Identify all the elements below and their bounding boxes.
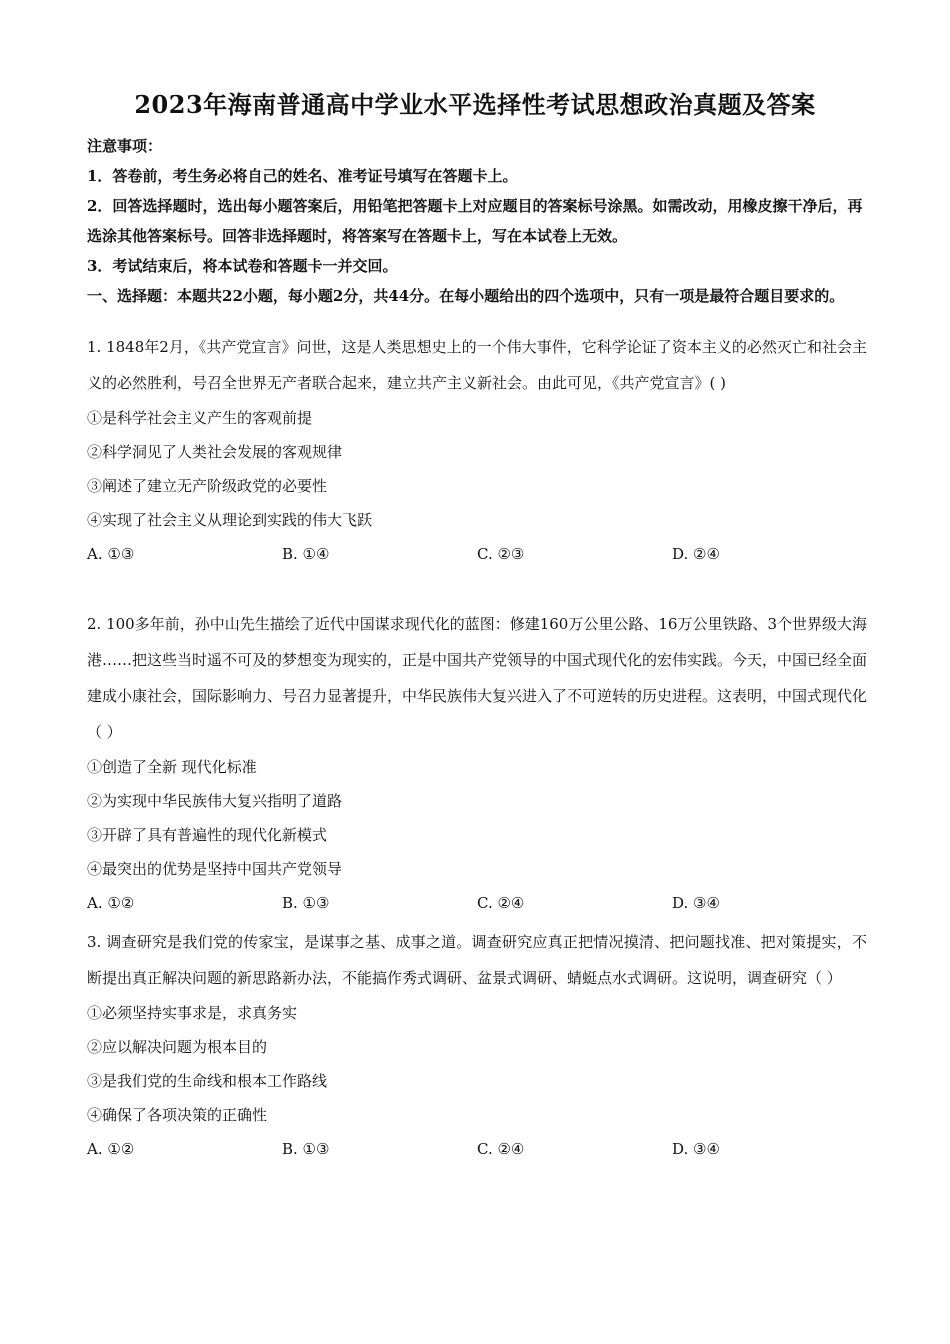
question-stem: 2. 100多年前，孙中山先生描绘了近代中国谋求现代化的蓝图：修建160万公里公路、16万公里铁路、3个世界级大海港……把这些当时遥不可及的梦想变为现实的，正是中国共产党领导的中国式现代化的宏伟实践。今天，中国已经全面建成小康社会，国际影响力、号召力显著提升，中华民族伟大复兴进入了不可逆转的历史进程。这表明，中国式现代化（ ） xyxy=(87,615,868,741)
statement-1: ①是科学社会主义产生的客观前提 xyxy=(87,409,313,427)
notes-section xyxy=(87,131,867,311)
question-stem: 1. 1848年2月，《共产党宣言》问世，这是人类思想史上的一个伟大事件，它科学论证了资本主义的必然灭亡和社会主义的必然胜利，号召全世界无产者联合起来，建立共产主义新社会。由此可见，《共产党宣言》( ) xyxy=(87,338,867,392)
statement-2: ②应以解决问题为根本目的 xyxy=(87,1038,268,1056)
option-d: D. ②④ xyxy=(672,545,720,563)
statement-3: ③是我们党的生命线和根本工作路线 xyxy=(87,1072,328,1090)
answer-options xyxy=(87,1132,867,1166)
statement-1: ①创造了全新 现代化标准 xyxy=(87,758,257,776)
option-d: D. ③④ xyxy=(672,1140,720,1158)
option-a: A. ①② xyxy=(87,1140,135,1158)
option-a: A. ①③ xyxy=(87,545,135,563)
statement-4: ④确保了各项决策的正确性 xyxy=(87,1106,268,1124)
option-d: D. ③④ xyxy=(672,894,720,912)
statement-2: ②为实现中华民族伟大复兴指明了道路 xyxy=(87,792,343,810)
option-c: C. ②③ xyxy=(477,545,525,563)
option-b: B. ①④ xyxy=(282,545,330,563)
answer-options xyxy=(87,886,867,920)
question-1 xyxy=(87,329,867,571)
note-item-2: 2．回答选择题时，选出每小题答案后，用铅笔把答题卡上对应题目的答案标号涂黑。如需改动，用橡皮擦干净后，再选涂其他答案标号。回答非选择题时，将答案写在答题卡上，写在本试卷上无效。 xyxy=(87,197,863,245)
statement-2: ②科学洞见了人类社会发展的客观规律 xyxy=(87,443,343,461)
statement-3: ③阐述了建立无产阶级政党的必要性 xyxy=(87,477,328,495)
note-item-3: 3．考试结束后，将本试卷和答题卡一并交回。 xyxy=(87,257,398,275)
answer-options xyxy=(87,537,867,571)
section-heading: 一、选择题：本题共22小题，每小题2分，共44分。在每小题给出的四个选项中，只有一项是最符合题目要求的。 xyxy=(87,287,845,305)
option-b: B. ①③ xyxy=(282,1140,330,1158)
option-b: B. ①③ xyxy=(282,894,330,912)
question-3 xyxy=(87,924,867,1166)
option-a: A. ①② xyxy=(87,894,135,912)
statement-4: ④实现了社会主义从理论到实践的伟大飞跃 xyxy=(87,511,373,529)
statement-1: ①必须坚持实事求是，求真务实 xyxy=(87,1004,298,1022)
statement-4: ④最突出的优势是坚持中国共产党领导 xyxy=(87,860,343,878)
question-2 xyxy=(87,606,867,920)
option-c: C. ②④ xyxy=(477,1140,525,1158)
page-title: 2023年海南普通高中学业水平选择性考试思想政治真题及答案 xyxy=(134,90,816,119)
note-item-1: 1．答卷前，考生务必将自己的姓名、准考证号填写在答题卡上。 xyxy=(87,167,518,185)
statement-3: ③开辟了具有普遍性的现代化新模式 xyxy=(87,826,328,844)
option-c: C. ②④ xyxy=(477,894,525,912)
notes-header: 注意事项： xyxy=(87,137,163,155)
question-stem: 3. 调查研究是我们党的传家宝，是谋事之基、成事之道。调查研究应真正把情况摸清、把问题找准、把对策提实，不断提出真正解决问题的新思路新办法，不能搞作秀式调研、盆景式调研、蜻蜓点水式调研。这说明，调查研究（ ） xyxy=(87,933,867,987)
